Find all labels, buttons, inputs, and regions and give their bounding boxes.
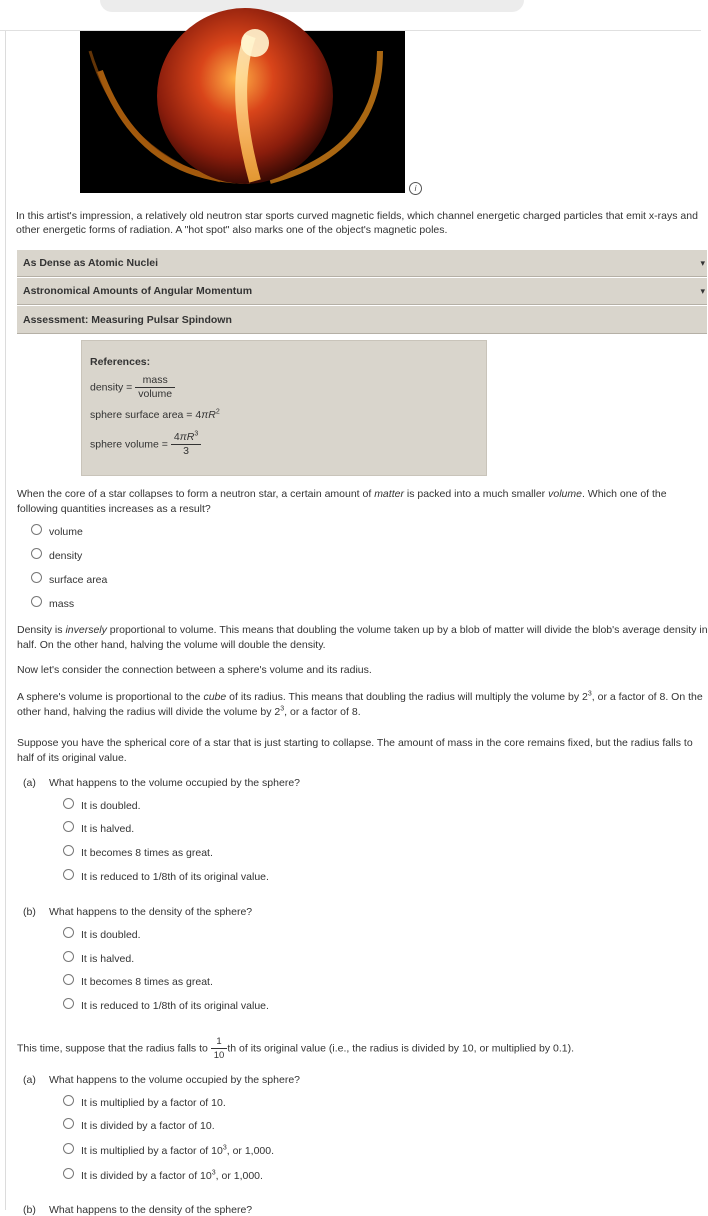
accordion-angular-momentum[interactable]: Astronomical Amounts of Angular Momentum ▾: [17, 278, 707, 305]
image-caption: In this artist's impression, a relatively old neutron star sports curved magnetic fields, which channel energetic charged particles that emit x-rays and other energetic forms of radiation. A "hot spot" also marks one of the object's magnetic poles.: [16, 210, 698, 236]
radio-8-times[interactable]: [63, 974, 74, 985]
option-label: It is divided by a factor of 10.: [81, 1120, 215, 1132]
radio-surface-area[interactable]: [31, 572, 42, 583]
option-label: It is reduced to 1/8th of its original value.: [81, 1000, 269, 1012]
option-label: It is reduced to 1/8th of its original value.: [81, 871, 269, 883]
neutron-star-image: [80, 31, 405, 193]
radio-multiplied-1000[interactable]: [63, 1143, 74, 1154]
part-2-intro: This time, suppose that the radius falls to $\frac{1}{10}$ th of its original value (i.e., the radius is divided by 10, or multiplied by 0.1).: [17, 1036, 575, 1061]
explanation-collapse: Suppose you have the spherical core of a star that is just starting to collapse. The amount of mass in the core remains fixed, but the radius falls to half of its original value.: [17, 737, 693, 764]
radio-divided-10[interactable]: [63, 1118, 74, 1129]
radio-1-8th[interactable]: [63, 998, 74, 1009]
option-label: surface area: [49, 574, 108, 586]
surface-area-formula: sphere surface area = $4\pi R^2$: [90, 408, 220, 421]
radio-divided-1000[interactable]: [63, 1168, 74, 1179]
radio-doubled[interactable]: [63, 927, 74, 938]
density-formula: density = $\frac{\text{mass}}{\text{volume}}$: [90, 374, 175, 401]
info-icon[interactable]: i: [409, 182, 422, 195]
question-prompt: What happens to the density of the sphere?: [49, 906, 253, 918]
radio-mass[interactable]: [31, 596, 42, 607]
radio-1-8th[interactable]: [63, 869, 74, 880]
option-label: It is halved.: [81, 953, 135, 965]
option-label: It becomes 8 times as great.: [81, 847, 213, 859]
part-label: (a): [23, 777, 36, 789]
question-prompt: What happens to the volume occupied by the sphere?: [49, 1074, 300, 1086]
volume-formula: sphere volume = $\frac{4\pi R^3}{3}$: [90, 431, 201, 458]
radio-halved[interactable]: [63, 821, 74, 832]
radio-multiplied-10[interactable]: [63, 1095, 74, 1106]
chevron-down-icon: ▾: [700, 286, 705, 296]
option-label: It is multiplied by a factor of 10.: [81, 1097, 226, 1109]
accordion-dense-atomic-nuclei[interactable]: As Dense as Atomic Nuclei ▾: [17, 250, 707, 277]
explanation-density: Density is inversely proportional to volume. This means that doubling the volume taken up by a blob of matter will divide the blob's average density in half. On the other hand, halving the volume will double the density.: [17, 624, 708, 651]
radio-halved[interactable]: [63, 951, 74, 962]
accordion-pulsar-spindown[interactable]: Assessment: Measuring Pulsar Spindown: [17, 306, 707, 334]
option-label: volume: [49, 526, 83, 538]
explanation-cube: A sphere's volume is proportional to the cube of its radius. This means that doubling the radius will multiply the volume by $2^3$, or a factor of 8. On the other hand, halving the radius will divide the volume by $2^3$, or a factor of 8.: [17, 690, 703, 718]
option-label: density: [49, 550, 83, 562]
option-label: It is halved.: [81, 823, 135, 835]
part-label: (a): [23, 1074, 36, 1086]
radio-8-times[interactable]: [63, 845, 74, 856]
radio-volume[interactable]: [31, 524, 42, 535]
references-box: [81, 340, 487, 476]
option-label: mass: [49, 598, 75, 610]
question-prompt: What happens to the density of the sphere?: [49, 1204, 253, 1216]
chevron-down-icon: ▾: [700, 258, 705, 268]
radio-density[interactable]: [31, 548, 42, 559]
option-label: It is multiplied by a factor of $10^3$, or 1,000.: [81, 1144, 275, 1157]
left-border: [5, 31, 6, 1210]
references-title: References:: [90, 356, 151, 368]
top-bar: [0, 0, 701, 31]
search-bar[interactable]: [100, 0, 524, 12]
part-label: (b): [23, 906, 36, 918]
explanation-volume-radius: Now let's consider the connection between a sphere's volume and its radius.: [17, 664, 372, 676]
option-label: It becomes 8 times as great.: [81, 976, 213, 988]
question-prompt: What happens to the volume occupied by the sphere?: [49, 777, 300, 789]
part-label: (b): [23, 1204, 36, 1216]
radio-doubled[interactable]: [63, 798, 74, 809]
question-1-prompt: When the core of a star collapses to form a neutron star, a certain amount of matter is packed into a much smaller volume. Which one of the following quantities increases as a result?: [17, 488, 667, 515]
option-label: It is divided by a factor of $10^3$, or 1,000.: [81, 1169, 263, 1182]
option-label: It is doubled.: [81, 929, 141, 941]
option-label: It is doubled.: [81, 800, 141, 812]
